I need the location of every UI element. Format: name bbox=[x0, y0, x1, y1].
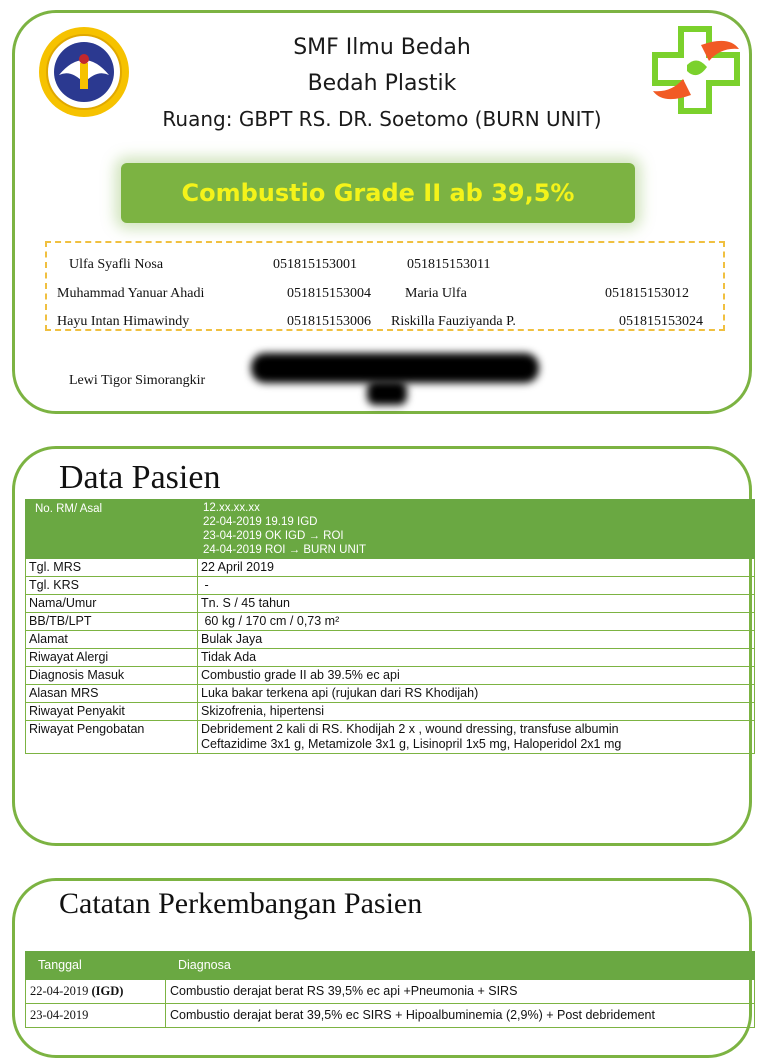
section-title: Data Pasien bbox=[59, 459, 221, 496]
table-row: Tgl. MRS 22 April 2019 bbox=[26, 559, 755, 577]
supervisor-name: Lewi Tigor Simorangkir bbox=[69, 373, 206, 388]
table-header-row bbox=[26, 500, 755, 559]
member-nim: 051815153024 bbox=[619, 314, 703, 329]
member-nim: 051815153006 bbox=[287, 314, 371, 329]
catatan-panel bbox=[12, 878, 752, 1058]
header-panel bbox=[12, 10, 752, 414]
member-nim: 051815153001 bbox=[273, 257, 357, 272]
table-row: BB/TB/LPT 60 kg / 170 cm / 0,73 m² bbox=[26, 613, 755, 631]
section-title: Catatan Perkembangan Pasien bbox=[59, 887, 423, 920]
header-label-cell: No. RM/ Asal bbox=[26, 500, 198, 559]
header-value-cell: 12.xx.xx.xx 22-04-2019 19.19 IGD 23-04-2019 OK IGD → ROI 24-04-2019 ROI → BURN UNIT bbox=[198, 500, 755, 559]
patient-data-table bbox=[25, 499, 755, 754]
progress-notes-table bbox=[25, 951, 755, 1028]
member-name: Riskilla Fauziyanda P. bbox=[391, 314, 516, 329]
department-title: SMF Ilmu Bedah bbox=[293, 35, 471, 60]
table-row: 22-04-2019 (IGD) Combustio derajat berat RS 39,5% ec api +Pneumonia + SIRS bbox=[26, 980, 755, 1004]
redacted-area bbox=[251, 353, 539, 383]
table-header-row bbox=[26, 952, 755, 980]
data-pasien-panel bbox=[12, 446, 752, 846]
member-nim: 051815153004 bbox=[287, 286, 371, 301]
table-row: Alasan MRS Luka bakar terkena api (rujukan dari RS Khodijah) bbox=[26, 685, 755, 703]
table-row: Alamat Bulak Jaya bbox=[26, 631, 755, 649]
table-row: Diagnosis Masuk Combustio grade II ab 39.5% ec api bbox=[26, 667, 755, 685]
division-title: Bedah Plastik bbox=[307, 71, 457, 96]
table-row: Nama/Umur Tn. S / 45 tahun bbox=[26, 595, 755, 613]
table-row: Riwayat Alergi Tidak Ada bbox=[26, 649, 755, 667]
table-row: Tgl. KRS - bbox=[26, 577, 755, 595]
col-tanggal: Tanggal bbox=[26, 952, 166, 980]
col-diagnosa: Diagnosa bbox=[166, 952, 755, 980]
member-name: Ulfa Syafli Nosa bbox=[69, 257, 164, 272]
member-name: Muhammad Yanuar Ahadi bbox=[57, 286, 205, 301]
member-name: Maria Ulfa bbox=[405, 286, 467, 301]
diagnosis-banner-text: Combustio Grade II ab 39,5% bbox=[181, 179, 575, 207]
member-nim: 051815153012 bbox=[605, 286, 689, 301]
table-row: 23-04-2019 Combustio derajat berat 39,5% ec SIRS + Hipoalbuminemia (2,9%) + Post debridement bbox=[26, 1004, 755, 1028]
table-row: Riwayat Penyakit Skizofrenia, hipertensi bbox=[26, 703, 755, 721]
redacted-area bbox=[367, 381, 407, 405]
member-nim: 051815153011 bbox=[407, 257, 491, 272]
member-name: Hayu Intan Himawindy bbox=[57, 314, 190, 329]
ward-title: Ruang: GBPT RS. DR. Soetomo (BURN UNIT) bbox=[162, 107, 602, 131]
team-members-box bbox=[45, 241, 725, 331]
table-row: Riwayat Pengobatan Debridement 2 kali di RS. Khodijah 2 x , wound dressing, transfuse albumin Ceftazidime 3x1 g, Metamizole 3x1 g, Lisinopril 1x5 mg, Haloperidol 2x1 mg bbox=[26, 721, 755, 754]
diagnosis-banner bbox=[121, 163, 635, 223]
